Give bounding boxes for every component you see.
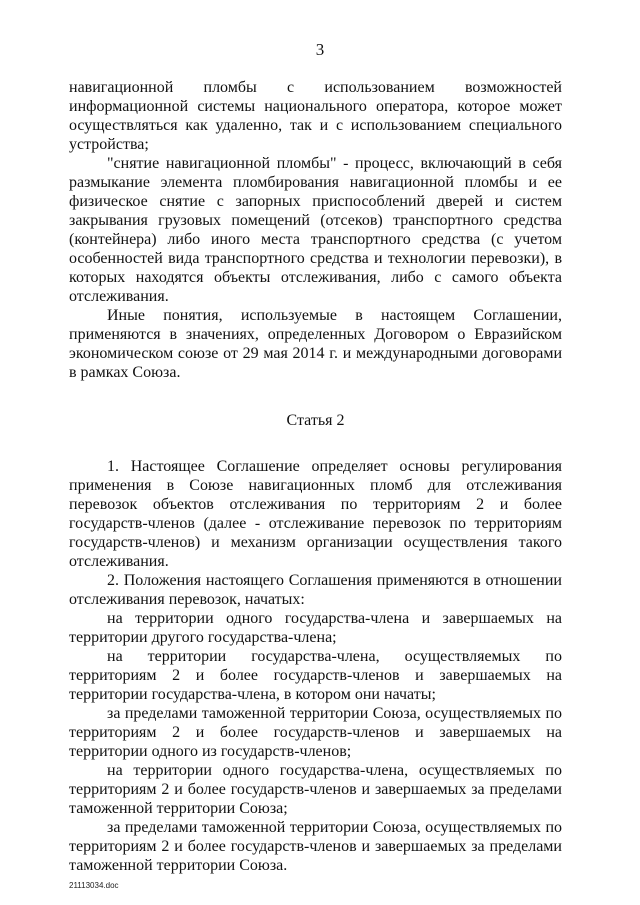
paragraph-other-terms: Иные понятия, используемые в настоящем Соглашении, применяются в значениях, определенных Договором о Евразийском экономическом союзе от 29 мая 2014 г. и международными договорами в рамках Союза. xyxy=(69,307,562,381)
paragraph-case-outside-to-state: за пределами таможенной территории Союза, осуществляемых по территориям 2 и более государств-членов и завершаемых на территории одного из государств-членов; xyxy=(69,705,562,760)
paragraph-case-outside-to-outside: за пределами таможенной территории Союза, осуществляемых по территориям 2 и более государств-членов и завершаемых за пределами таможенной территории Союза. xyxy=(69,819,562,874)
paragraph-case-one-state: на территории одного государства-члена и завершаемых на территории другого государства-члена; xyxy=(69,610,562,646)
paragraph-article2-item2: 2. Положения настоящего Соглашения применяются в отношении отслеживания перевозок, начатых: xyxy=(69,572,562,608)
article-heading: Статья 2 xyxy=(286,412,345,429)
page-number: 3 xyxy=(315,40,325,59)
paragraph-case-same-state: на территории государства-члена, осуществляемых по территориям 2 и более государств-членов и завершаемых на территории государства-члена, в котором они начаты; xyxy=(69,648,562,703)
paragraph-seal-removal-definition: "снятие навигационной пломбы" - процесс, включающий в себя размыкание элемента пломбирования навигационной пломбы и ее физическое снятие с запорных приспособлений дверей и систем закрывания грузовых помещений (отсеков) транспортного средства (контейнера) либо иного места транспортного средства (с учетом особенностей вида транспортного средства и технологии перевозки), в которых находятся объекты отслеживания, либо с самого объекта отслеживания. xyxy=(69,155,562,305)
paragraph-case-state-to-outside: на территории одного государства-члена, осуществляемых по территориям 2 и более государств-членов и завершаемых за пределами таможенной территории Союза; xyxy=(69,762,562,817)
paragraph-seal-activation-end: навигационной пломбы с использованием возможностей информационной системы национального оператора, которое может осуществляться как удаленно, так и с использованием специального устройства; xyxy=(69,79,562,153)
document-body xyxy=(69,78,562,875)
file-name-footer: 21113034.doc xyxy=(69,881,119,890)
paragraph-article2-item1: 1. Настоящее Соглашение определяет основы регулирования применения в Союзе навигационных пломб для отслеживания перевозок объектов отслеживания по территориям 2 и более государств-членов (далее - отслеживание перевозок по территориям государств-членов) и механизм организации осуществления такого отслеживания. xyxy=(69,458,562,570)
